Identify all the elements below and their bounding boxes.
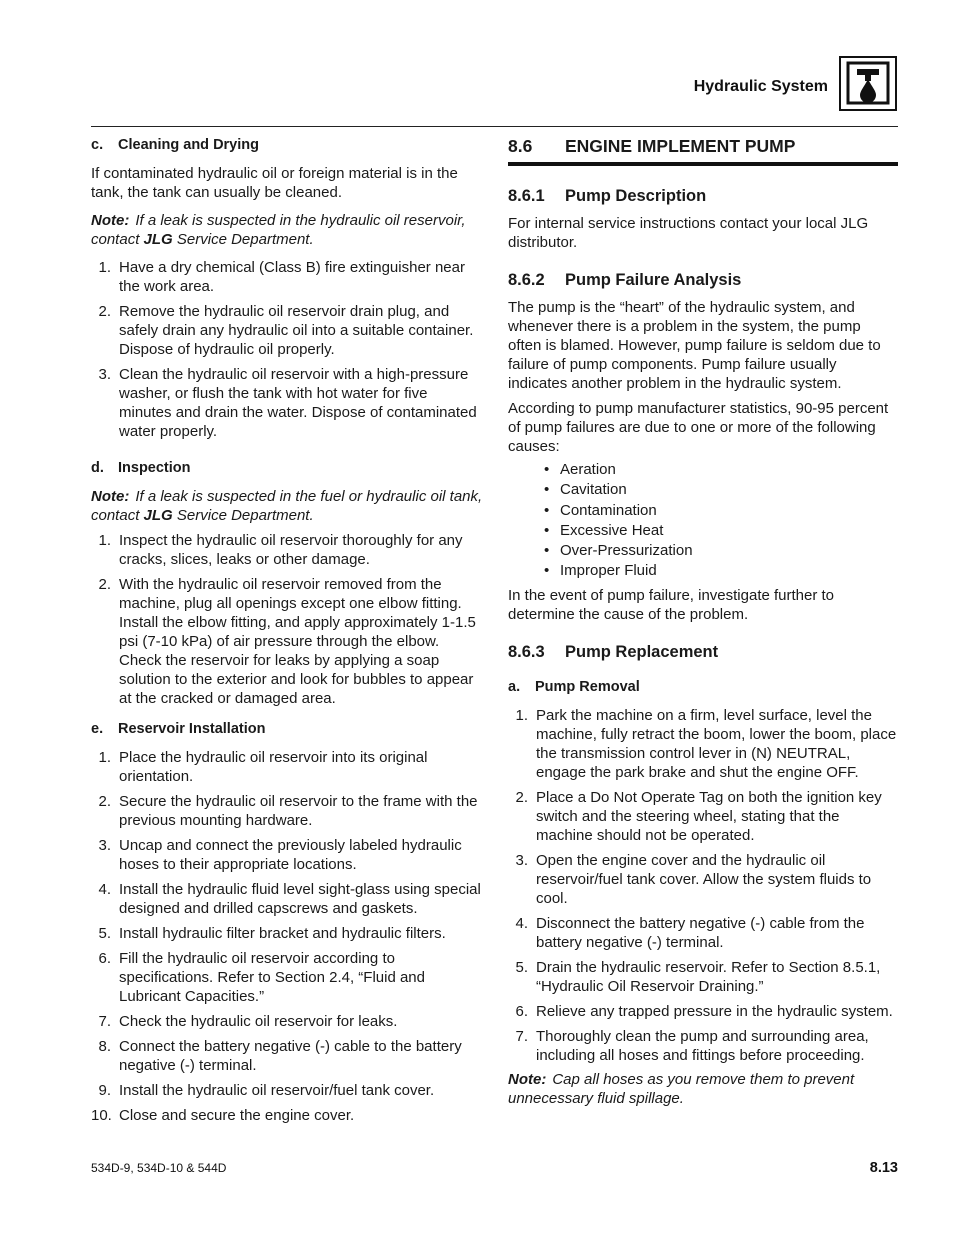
step-item [508, 706, 898, 782]
section-8-6-3-title: 8.6.3 Pump Replacement [508, 642, 719, 661]
step-number: 6. [98, 950, 111, 967]
step-item [91, 365, 483, 441]
pump-description-text: For internal service instructions contact your local JLG distributor. [508, 215, 869, 251]
step-text: Inspect the hydraulic oil reservoir thoroughly for any cracks, slices, leaks or other damage. [119, 532, 463, 568]
step-text: Install the hydraulic fluid level sight-glass using special designed and drilled capscrews and gaskets. [119, 881, 481, 917]
right-column [508, 136, 898, 1108]
pump-removal-steps [508, 706, 898, 1065]
cause-item: • Improper Fluid [544, 561, 898, 581]
step-text: Check the hydraulic oil reservoir for leaks. [119, 1013, 398, 1030]
subsection-d-heading: d. Inspection [91, 460, 191, 476]
step-number: 4. [515, 914, 528, 932]
step-text: Install the hydraulic oil reservoir/fuel tank cover. [119, 1082, 435, 1099]
step-text: Install hydraulic filter bracket and hydraulic filters. [119, 925, 446, 942]
step-text: Drain the hydraulic reservoir. Refer to Section 8.5.1, “Hydraulic Oil Reservoir Draining.” [536, 958, 881, 995]
step-text: Connect the battery negative (-) cable to the battery negative (-) terminal. [119, 1038, 462, 1074]
step-text: Secure the hydraulic oil reservoir to the frame with the previous mounting hardware. [119, 793, 478, 829]
subsection-a-heading: a. Pump Removal [508, 678, 640, 695]
step-item [91, 836, 483, 874]
subsection-e-heading: e. Reservoir Installation [91, 721, 266, 737]
step-item [91, 531, 483, 569]
section-8-6-title: 8.6 ENGINE IMPLEMENT PUMP [508, 136, 898, 166]
cause-item: • Excessive Heat [544, 521, 898, 541]
failure-analysis-p2: According to pump manufacturer statistics, 90-95 percent of pump failures are due to one or more of the following causes: [508, 400, 889, 455]
step-text: Fill the hydraulic oil reservoir according to specifications. Refer to Section 2.4, “Fluid and Lubricant Capacities.” [119, 950, 425, 1005]
cause-item: • Cavitation [544, 480, 898, 500]
hydraulic-system-icon [839, 56, 897, 111]
cleaning-steps [91, 258, 483, 441]
cause-item: • Contamination [544, 501, 898, 521]
step-item [91, 748, 483, 786]
step-item [91, 575, 483, 708]
step-text: Open the engine cover and the hydraulic oil reservoir/fuel tank cover. Allow the system fluids to cool. [536, 851, 872, 907]
step-number: 1. [98, 749, 111, 766]
step-text: Thoroughly clean the pump and surrounding area, including all hoses and fittings before proceeding. [536, 1027, 869, 1064]
step-number: 2. [515, 788, 528, 806]
header-divider [91, 126, 898, 127]
step-text: Close and secure the engine cover. [119, 1107, 355, 1124]
failure-analysis-p3: In the event of pump failure, investigate further to determine the cause of the problem. [508, 586, 835, 623]
step-text: Park the machine on a firm, level surface, level the machine, fully retract the boom, lower the boom, place the transmission control lever in (N) NEUTRAL, engage the park brake and shut the engine OFF. [536, 706, 897, 781]
step-item [91, 1037, 483, 1075]
step-item [508, 958, 898, 996]
step-number: 3. [98, 837, 111, 854]
step-number: 5. [515, 958, 528, 976]
note-tank-leak: Note: If a leak is suspected in the fuel or hydraulic oil tank, contact JLG Service Department. [91, 488, 483, 524]
failure-analysis-p1: The pump is the “heart” of the hydraulic system, and whenever there is a problem in the system, the pump often is blamed. However, pump failure is seldom due to failure of pump components. Pump failure usually indicates another problem in the hydraulic system. [508, 299, 881, 392]
step-number: 2. [98, 576, 111, 593]
step-item [508, 1027, 898, 1065]
step-number: 9. [98, 1082, 111, 1099]
step-number: 8. [98, 1038, 111, 1055]
cause-item: • Over-Pressurization [544, 541, 898, 561]
step-item [91, 924, 483, 943]
step-number: 1. [515, 706, 528, 724]
step-text: Disconnect the battery negative (-) cable from the battery negative (-) terminal. [536, 914, 865, 951]
step-number: 7. [515, 1027, 528, 1045]
step-number: 3. [98, 366, 111, 383]
failure-causes-list [508, 460, 898, 582]
note-reservoir-leak: Note: If a leak is suspected in the hydraulic oil reservoir, contact JLG Service Department. [91, 212, 466, 248]
subsection-c-heading: c. Cleaning and Drying [91, 137, 259, 153]
step-number: 6. [515, 1002, 528, 1020]
step-item [91, 302, 483, 359]
cause-item: • Aeration [544, 460, 898, 480]
page-header-title: Hydraulic System [693, 78, 828, 95]
left-column [91, 136, 483, 1125]
cleaning-intro: If contaminated hydraulic oil or foreign material is in the tank, the tank can usually be cleaned. [91, 165, 458, 201]
installation-steps [91, 748, 483, 1125]
step-item [508, 1002, 898, 1021]
section-8-6-1-title: 8.6.1 Pump Description [508, 187, 707, 205]
step-number: 3. [515, 851, 528, 869]
step-text: Clean the hydraulic oil reservoir with a high-pressure washer, or flush the tank with hot water for five minutes and drain the water. Dispose of contaminated water properly. [119, 366, 477, 440]
step-number: 2. [98, 793, 111, 810]
step-item [91, 880, 483, 918]
step-number: 4. [98, 881, 111, 898]
step-text: With the hydraulic oil reservoir removed from the machine, plug all openings except one elbow fitting. Install the elbow fitting, and apply approximately 1-1.5 psi (7-10 kPa) of air pressure through the elbow. Check the reservoir for leaks by applying a soap solution to the exterior and look for bubbles to appear at the cracked or damaged area. [119, 576, 476, 707]
step-text: Place a Do Not Operate Tag on both the ignition key switch and the steering wheel, stating that the machine should not be operated. [536, 788, 882, 844]
step-item [91, 258, 483, 296]
step-item [508, 914, 898, 952]
step-number: 7. [98, 1013, 111, 1030]
step-item [91, 949, 483, 1006]
note-cap-hoses: Note: Cap all hoses as you remove them to prevent unnecessary fluid spillage. [508, 1070, 855, 1107]
step-text: Uncap and connect the previously labeled hydraulic hoses to their appropriate locations. [119, 837, 462, 873]
inspection-steps [91, 531, 483, 708]
section-8-6-2-title: 8.6.2 Pump Failure Analysis [508, 271, 742, 289]
step-text: Place the hydraulic oil reservoir into its original orientation. [119, 749, 428, 785]
step-number: 1. [98, 532, 111, 549]
step-number: 5. [98, 925, 111, 942]
step-item [91, 1106, 483, 1125]
page-number: 8.13 [869, 1160, 898, 1176]
step-number: 2. [98, 303, 111, 320]
footer-models: 534D-9, 534D-10 & 544D [91, 1161, 227, 1175]
step-item [508, 851, 898, 908]
step-item [508, 788, 898, 845]
step-number: 10. [91, 1107, 112, 1124]
step-number: 1. [98, 259, 111, 276]
step-text: Remove the hydraulic oil reservoir drain plug, and safely drain any hydraulic oil into a suitable container. Dispose of hydraulic oil properly. [119, 303, 474, 358]
step-item [91, 792, 483, 830]
step-text: Relieve any trapped pressure in the hydraulic system. [536, 1002, 893, 1020]
step-item [91, 1081, 483, 1100]
step-text: Have a dry chemical (Class B) fire extinguisher near the work area. [119, 259, 465, 295]
step-item [91, 1012, 483, 1031]
